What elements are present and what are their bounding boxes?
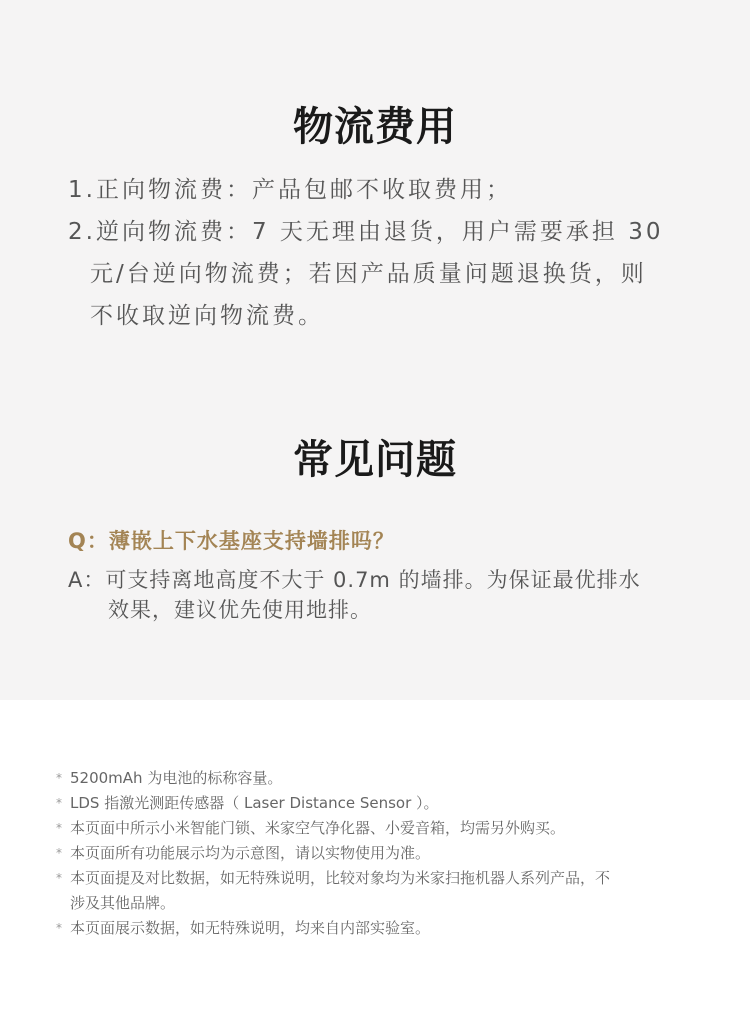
footnote-text: 本页面展示数据，如无特殊说明，均来自内部实验室。 <box>70 919 431 937</box>
footnote-item <box>56 841 696 866</box>
footnote-item <box>56 816 696 841</box>
footnote-text: 本页面中所示小米智能门锁、米家空气净化器、小爱音箱，均需另外购买。 <box>70 819 566 837</box>
faq-question: Q：薄嵌上下水基座支持墙排吗？ <box>68 529 395 553</box>
shipping-line-return: 2.逆向物流费：7 天无理由退货，用户需要承担 30 <box>68 219 664 245</box>
footnote-item <box>56 916 696 941</box>
faq-heading: 常见问题 <box>293 437 457 483</box>
asterisk-icon: * <box>56 796 62 810</box>
asterisk-icon: * <box>56 921 62 935</box>
faq-answer-cont: 效果，建议优先使用地排。 <box>108 598 372 622</box>
footnote-text: 5200mAh 为电池的标称容量。 <box>70 769 283 787</box>
footnote-item <box>56 766 696 791</box>
asterisk-icon: * <box>56 821 62 835</box>
footnote-text-cont: 涉及其他品牌。 <box>70 894 176 912</box>
footnote-item <box>56 791 696 816</box>
shipping-line-forward: 1.正向物流费：产品包邮不收取费用； <box>68 177 512 203</box>
shipping-heading: 物流费用 <box>293 104 457 150</box>
asterisk-icon: * <box>56 771 62 785</box>
footnotes <box>56 766 696 941</box>
shipping-line-return-cont: 元/台逆向物流费；若因产品质量问题退换货，则 <box>90 261 647 287</box>
asterisk-icon: * <box>56 871 62 885</box>
asterisk-icon: * <box>56 846 62 860</box>
faq-answer: A：可支持离地高度不大于 0.7m 的墙排。为保证最优排水 <box>68 568 641 592</box>
footnote-item <box>56 866 696 891</box>
shipping-line-return-end: 不收取逆向物流费。 <box>90 303 324 329</box>
footnote-text: 本页面所有功能展示均为示意图，请以实物使用为准。 <box>70 844 431 862</box>
footnote-text: 本页面提及对比数据，如无特殊说明，比较对象均为米家扫拖机器人系列产品，不 <box>70 869 611 887</box>
footnote-text: LDS 指激光测距传感器（ Laser Distance Sensor ）。 <box>70 794 439 812</box>
